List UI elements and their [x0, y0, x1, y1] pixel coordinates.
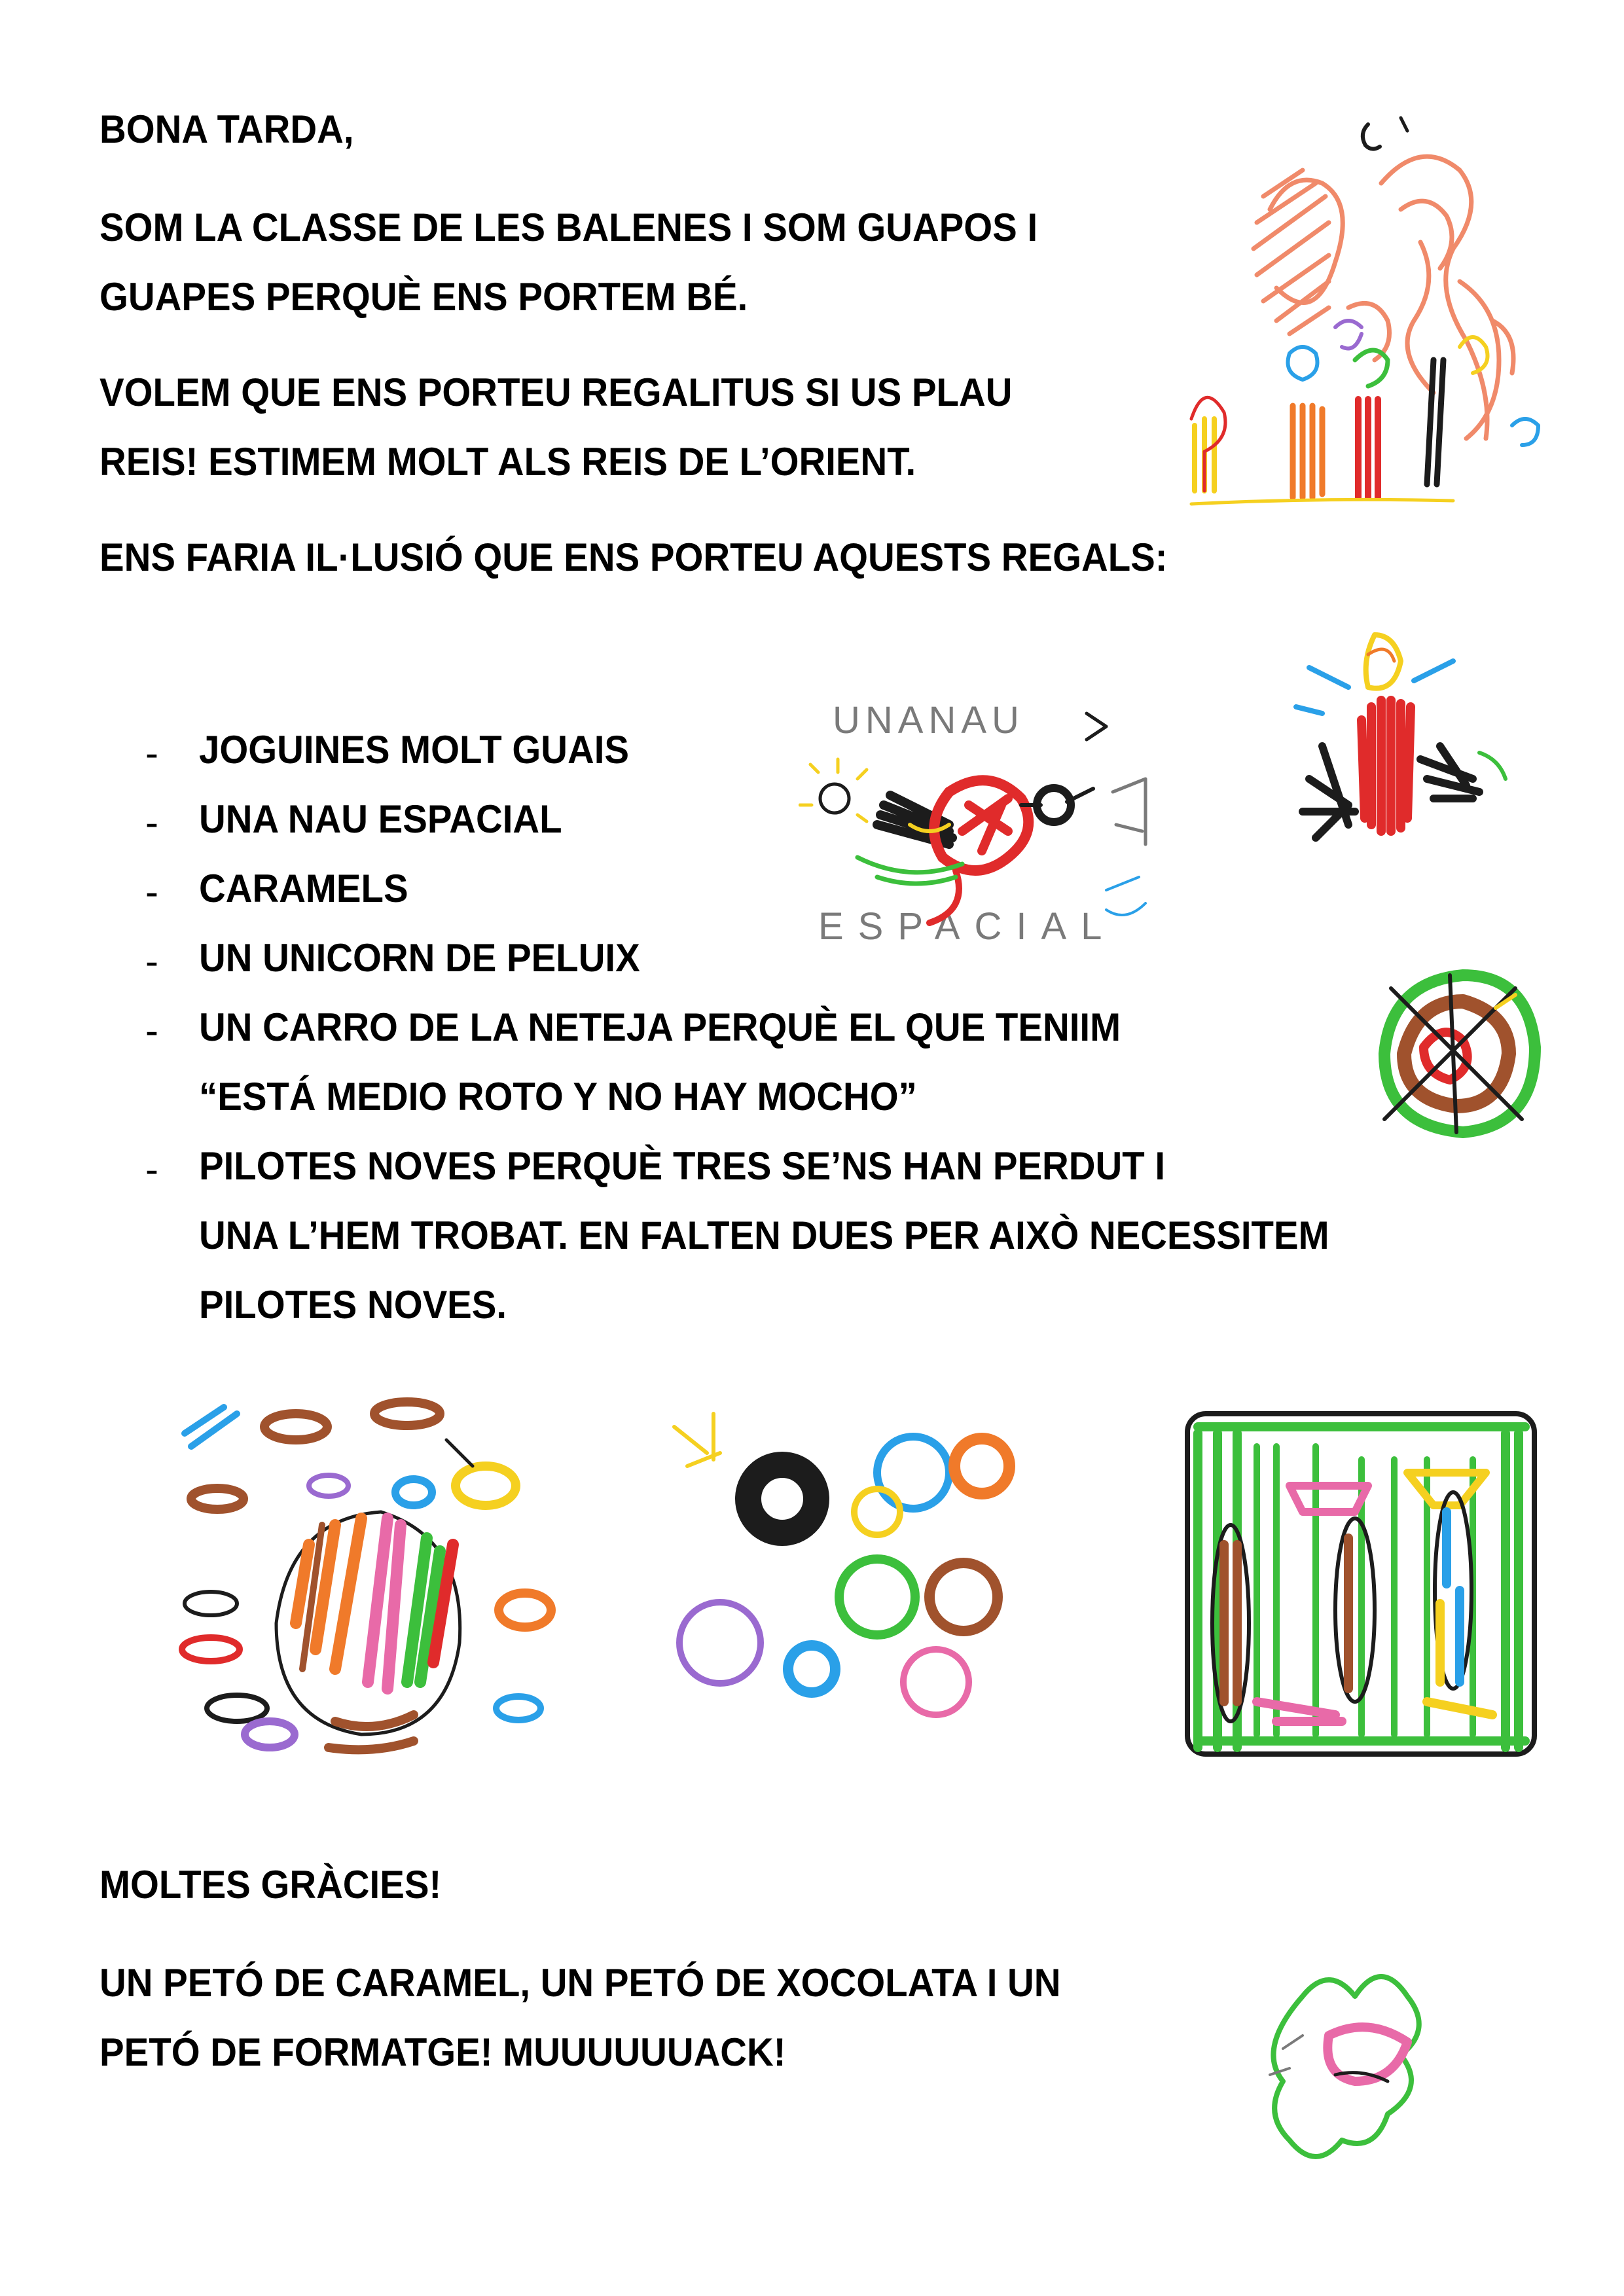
- kiss-drawing: [1263, 1957, 1440, 2173]
- spaceship-caption-bottom: ESPACIAL: [818, 905, 1117, 948]
- paragraph-2-line-1: VOLEM QUE ENS PORTEU REGALITUS SI US PLAU: [99, 370, 1013, 414]
- list-item-text: UN UNICORN DE PELUIX: [199, 936, 640, 980]
- spaceship-caption-top: UNANAU: [833, 699, 1024, 742]
- list-marker: -: [145, 731, 158, 775]
- mop-drawing: [1365, 962, 1542, 1145]
- list-item-text: CARAMELS: [199, 867, 408, 910]
- paragraph-1-line-2: GUAPES PERQUÈ ENS PORTEM BÉ.: [99, 275, 748, 319]
- thanks: MOLTES GRÀCIES!: [99, 1863, 442, 1907]
- cart-drawing: [1178, 1394, 1545, 1767]
- gift-list-intro: ENS FARIA IL·LUSIÓ QUE ENS PORTEU AQUESTS REGALS:: [99, 535, 1168, 579]
- candies-drawing: [171, 1394, 577, 1774]
- list-item-text-continued: PILOTES NOVES.: [199, 1283, 507, 1327]
- closing-line-1: UN PETÓ DE CARAMEL, UN PETÓ DE XOCOLATA I UN: [99, 1961, 1061, 2005]
- spaceship-drawing: [799, 674, 1159, 956]
- paragraph-2-line-2: REIS! ESTIMEM MOLT ALS REIS DE L’ORIENT.: [99, 440, 916, 484]
- list-marker: -: [145, 1147, 158, 1191]
- list-item-text-continued: “ESTÁ MEDIO ROTO Y NO HAY MOCHO”: [199, 1075, 917, 1119]
- list-item-text: JOGUINES MOLT GUAIS: [199, 728, 630, 772]
- list-marker: -: [145, 939, 158, 983]
- closing-line-2: PETÓ DE FORMATGE! MUUUUUUACK!: [99, 2030, 786, 2074]
- kings-drawing: [1185, 111, 1551, 511]
- unicorn-drawing: [1283, 628, 1519, 897]
- list-item-text: UN CARRO DE LA NETEJA PERQUÈ EL QUE TENIIM: [199, 1005, 1121, 1049]
- list-item-text: PILOTES NOVES PERQUÈ TRES SE’NS HAN PERDUT I: [199, 1144, 1166, 1188]
- list-item-text-continued: UNA L’HEM TROBAT. EN FALTEN DUES PER AIXÒ NECESSITEM: [199, 1213, 1329, 1257]
- list-marker: -: [145, 800, 158, 844]
- paragraph-1-line-1: SOM LA CLASSE DE LES BALENES I SOM GUAPOS I: [99, 206, 1038, 249]
- list-marker: -: [145, 870, 158, 914]
- list-item-text: UNA NAU ESPACIAL: [199, 797, 562, 841]
- balls-drawing: [661, 1407, 1041, 1774]
- greeting: BONA TARDA,: [99, 107, 354, 151]
- list-marker: -: [145, 1009, 158, 1052]
